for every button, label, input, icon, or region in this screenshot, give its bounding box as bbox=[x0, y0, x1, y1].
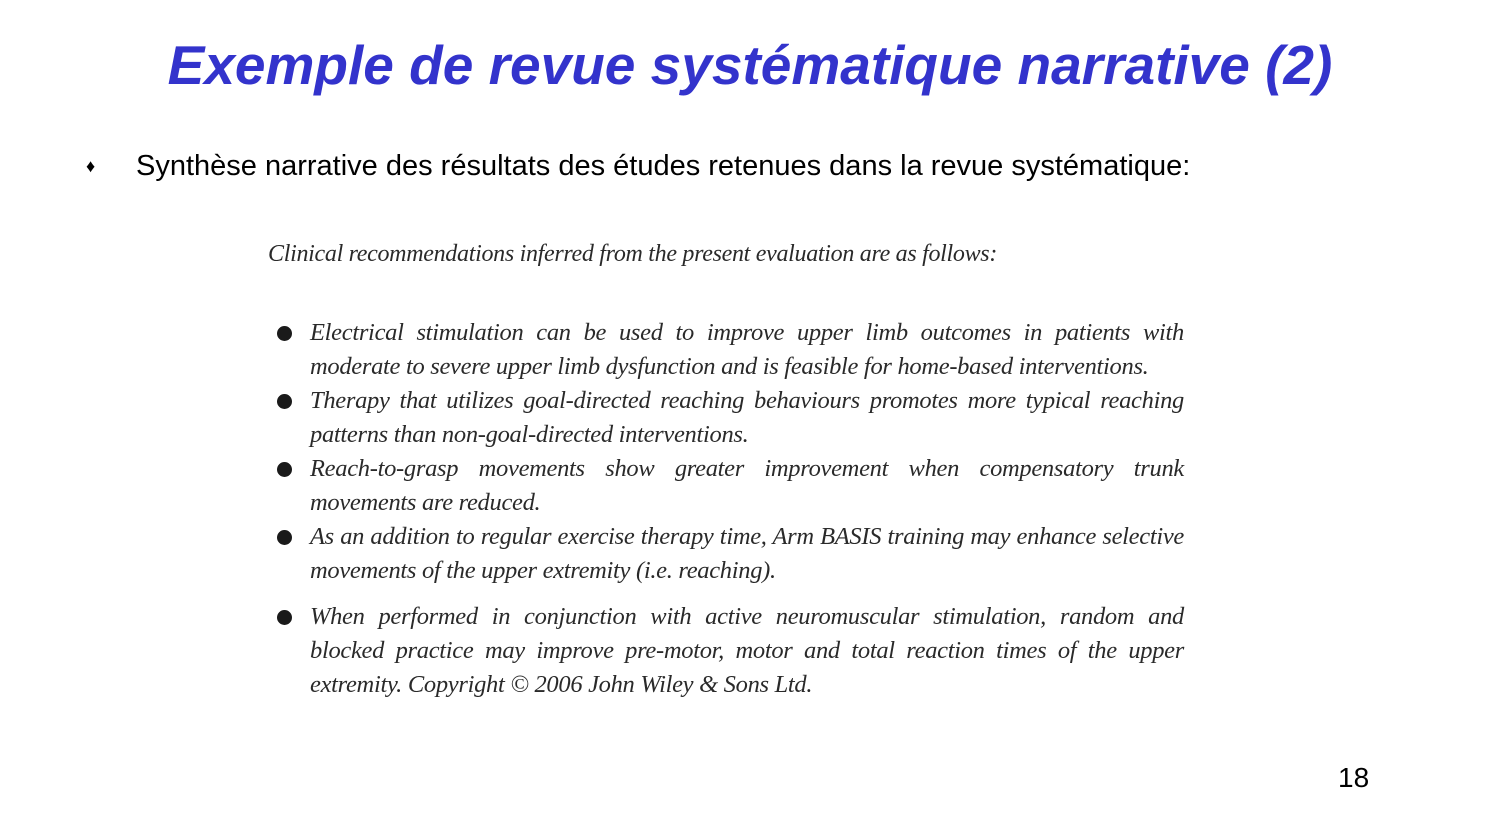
bullet-dot-icon bbox=[277, 610, 292, 625]
list-item-text: Reach-to-grasp movements show greater improvement when compensatory trunk movements are reduced. bbox=[310, 455, 1184, 516]
excerpt-intro: Clinical recommendations inferred from the present evaluation are as follows: bbox=[268, 241, 998, 267]
page-number: 18 bbox=[1338, 762, 1370, 793]
list-item-text: When performed in conjunction with active neuromuscular stimulation, random and blocked practice may improve pre-motor, motor and total reaction times of the upper extremity. Copyright © 2006 John Wiley & Sons Ltd. bbox=[310, 603, 1184, 698]
diamond-bullet-icon: ♦ bbox=[86, 156, 96, 176]
bullet-text: Synthèse narrative des résultats des études retenues dans la revue systématique: bbox=[136, 150, 1191, 182]
bullet-dot-icon bbox=[277, 462, 292, 477]
list-item-text: Electrical stimulation can be used to improve upper limb outcomes in patients with moderate to severe upper limb dysfunction and is feasible for home-based interventions. bbox=[310, 319, 1184, 380]
list-item bbox=[268, 600, 1184, 702]
list-item bbox=[268, 384, 1184, 452]
list-item bbox=[268, 520, 1184, 588]
list-item-text: Therapy that utilizes goal-directed reaching behaviours promotes more typical reaching patterns than non-goal-directed interventions. bbox=[310, 387, 1184, 448]
recommendations-list bbox=[268, 316, 1184, 702]
bullet-dot-icon bbox=[277, 394, 292, 409]
list-item-text: As an addition to regular exercise therapy time, Arm BASIS training may enhance selective movements of the upper extremity (i.e. reaching). bbox=[310, 523, 1184, 584]
bullet-dot-icon bbox=[277, 530, 292, 545]
slide-title: Exemple de revue systématique narrative (2) bbox=[167, 34, 1333, 96]
quoted-excerpt-image bbox=[268, 236, 1188, 698]
list-item bbox=[268, 316, 1184, 384]
bullet-point bbox=[86, 146, 1190, 186]
bullet-dot-icon bbox=[277, 326, 292, 341]
list-item bbox=[268, 452, 1184, 520]
